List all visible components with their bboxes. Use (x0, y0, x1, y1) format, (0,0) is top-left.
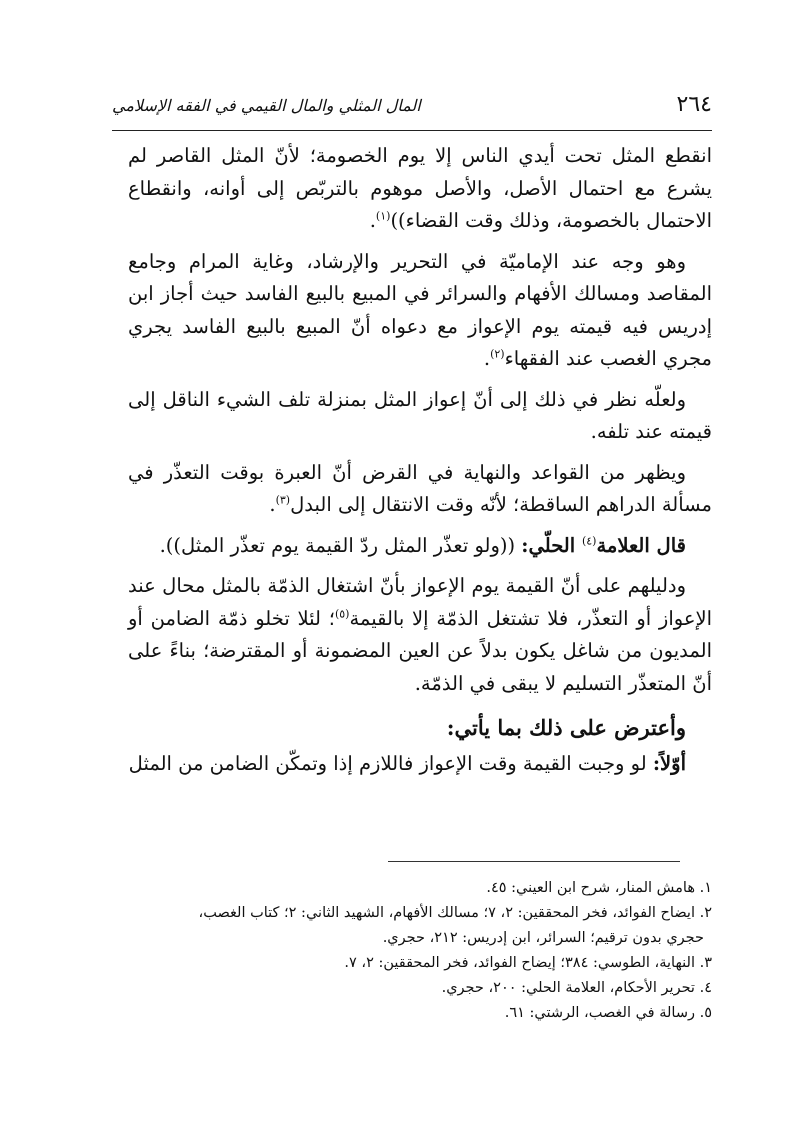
paragraph-5: قال العلامة$^{(٤)}$ الحلّي: ((ولو تعذّر المثل ردّ القيمة يوم تعذّر المثل)). (159, 533, 686, 557)
footnote-ref-1[interactable]: (١) (375, 209, 391, 223)
paragraph-1: انقطع المثل تحت أيدي الناس إلا يوم الخصومة؛ لأنّ المثل القاصر لم يشرع مع احتمال الأصل، والأصل موهوم بالتربّص إلى أوانه، وانقطاع الاحتمال بالخصومة، وذلك وقت القضاء))$^{(١)}$. (128, 144, 712, 232)
paragraph-2: وهو وجه عند الإماميّة في التحرير والإرشاد، وغاية المرام وجامع المقاصد ومسالك الأفهام والسرائر في المبيع بالبيع الفاسد حيث أجاز ابن إدريس فيه قيمته يوم الإعواز مع دعواه أنّ المبيع بالبيع الفاسد يجري مجري الغصب عند الفقهاء$^{(٢)}$. (128, 249, 712, 370)
footnote-5: ٥. رسالة في الغصب، الرشتي: ٦١. (504, 1005, 712, 1021)
footnote-ref-5[interactable]: (٥) (334, 607, 350, 620)
paragraph-6: ودليلهم على أنّ القيمة يوم الإعواز بأنّ اشتغال الذمّة بالمثل محال عند الإعواز أو التعذّر، فلا تشتغل الذمّة إلا بالقيمة$^{(٥)}$؛ لئلا تخلو ذمّة الضامن أو المديون من شاغل يكون بدلاً عن العين المضمونة أو المقترضة؛ بناءً على أنّ المتعذّر التسليم لا يبقى في الذمّة. (128, 574, 712, 695)
footnote-separator (388, 861, 680, 862)
footnote-3: ٣. النهاية، الطوسي: ٣٨٤؛ إيضاح الفوائد، فخر المحققين: ٢، ٧. (344, 955, 712, 971)
section-subheading: وأعترض على ذلك بما يأتي: (446, 715, 686, 740)
footnote-1: ١. هامش المنار، شرح ابن العيني: ٤٥. (486, 880, 712, 896)
page-header (112, 92, 712, 126)
header-rule (112, 130, 712, 131)
footnote-4: ٤. تحرير الأحكام، العلامة الحلي: ٢٠٠، حجري. (441, 980, 712, 996)
paragraph-4: ويظهر من القواعد والنهاية في القرض أنّ العبرة بوقت التعذّر في مسألة الدراهم الساقطة؛ لأنّه وقت الانتقال إلى البدل$^{(٣)}$. (128, 460, 712, 516)
page-number: ٢٦٤ (676, 92, 712, 117)
footnote-2: ٢. ايضاح الفوائد، فخر المحققين: ٢، ٧؛ مسالك الأفهام، الشهيد الثاني: ٢؛ كتاب الغصب، (198, 905, 712, 921)
paragraph-3: ولعلّه نظر في ذلك إلى أنّ إعواز المثل بمنزلة تلف الشيء الناقل إلى قيمته عند تلفه. (128, 387, 712, 443)
paragraph-7: أوّلاً: لو وجبت القيمة وقت الإعواز فاللازم إذا وتمكّن الضامن من المثل (128, 752, 686, 775)
footnote-ref-3[interactable]: (٣) (275, 493, 291, 507)
footnotes (128, 876, 712, 1026)
footnote-ref-2[interactable]: (٢) (490, 347, 505, 361)
footnote-ref-4[interactable]: (٤) (581, 534, 597, 547)
main-text (128, 140, 712, 789)
footnote-2-continued: حجري بدون ترقيم؛ السرائر، ابن إدريس: ٢١٢، حجري. (382, 930, 704, 946)
running-title: المال المثلي والمال القيمي في الفقه الإسلامي (112, 96, 421, 115)
